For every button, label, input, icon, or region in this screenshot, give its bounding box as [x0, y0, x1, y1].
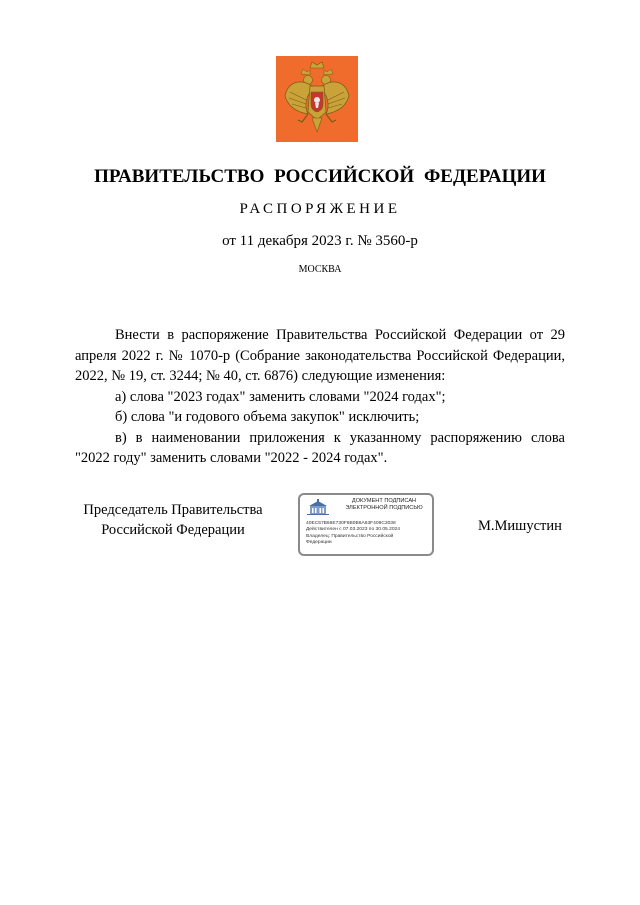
- coat-of-arms-emblem: [276, 56, 358, 142]
- signatory-position: [70, 500, 276, 540]
- body-item-a: а) слова "2023 годах" заменить словами "2024 годах";: [115, 388, 446, 405]
- stamp-title: [336, 498, 432, 512]
- document-city: МОСКВА: [298, 264, 342, 275]
- signatory-position-line2: Российской Федерации: [101, 522, 245, 538]
- stamp-owner-line2: Федерации: [306, 539, 332, 545]
- issuing-authority-title: ПРАВИТЕЛЬСТВО РОССИЙСКОЙ ФЕДЕРАЦИИ: [94, 166, 546, 187]
- document-date-number: от 11 декабря 2023 г. № 3560-р: [222, 233, 418, 249]
- document-type-title: РАСПОРЯЖЕНИЕ: [239, 201, 401, 217]
- stamp-validity: Действителен с 07.03.2023 по 30.05.2024: [306, 527, 400, 533]
- stamp-title-line2: ЭЛЕКТРОННОЙ ПОДПИСЬЮ: [345, 505, 423, 511]
- body-paragraph-intro: Внести в распоряжение Правительства Российской Федерации от 29 апреля 2022 г. № 1070-р (Собрание законодательства Российской Федерации, 2022, № 19, ст. 3244; № 40, ст. 6876) следующие изменения:: [75, 327, 565, 384]
- stamp-title-line1: ДОКУМЕНТ ПОДПИСАН: [351, 498, 417, 504]
- electronic-signature-stamp: [298, 493, 434, 556]
- russian-coat-of-arms-icon: [276, 56, 358, 142]
- document-body: [75, 325, 565, 469]
- body-item-b: б) слова "и годового объема закупок" исключить;: [115, 409, 420, 425]
- signatory-name: М.Мишустин: [478, 518, 562, 534]
- stamp-details: [306, 521, 432, 546]
- government-building-icon: [305, 498, 331, 516]
- signatory-position-line1: Председатель Правительства: [83, 502, 263, 518]
- stamp-certificate: 40EC57B66E730F6B0B6A63F409C3038: [306, 521, 396, 526]
- stamp-owner-line1: Владелец: Правительство Российской: [306, 533, 394, 539]
- body-item-c: в) в наименовании приложения к указанному распоряжению слова "2022 году" заменить словами "2022 - 2024 годах".: [75, 429, 565, 466]
